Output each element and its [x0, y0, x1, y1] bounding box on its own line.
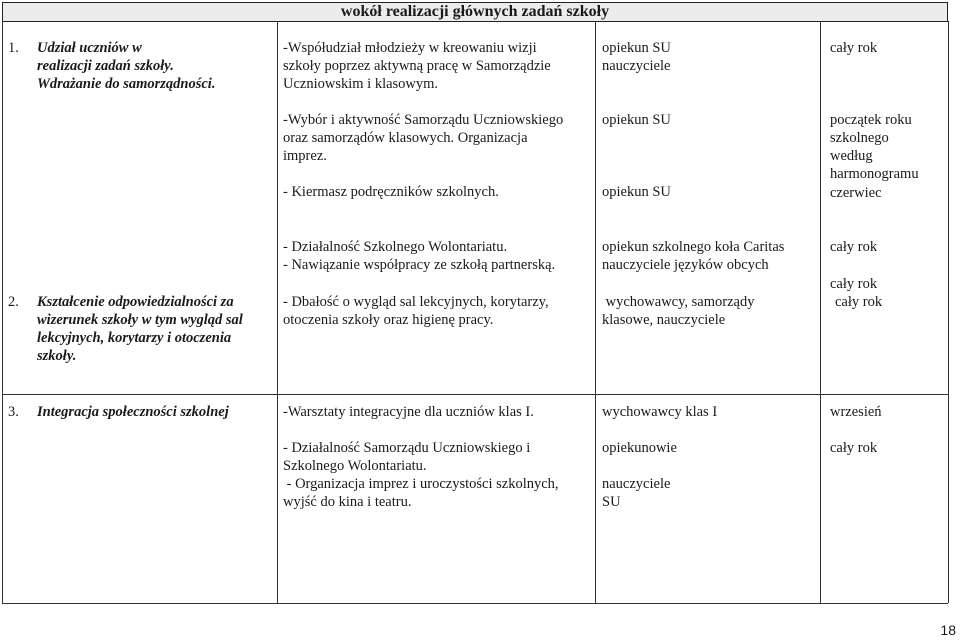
section-title: wokół realizacji głównych zadań szkoły [2, 2, 948, 22]
deadline-line: cały rok [835, 294, 883, 310]
table-column-divider [595, 21, 596, 603]
table-column-divider [277, 21, 278, 603]
task-line: - Dbałość o wygląd sal lekcyjnych, korytarzy, [283, 294, 549, 310]
task-line: - Organizacja imprez i uroczystości szkolnych, [283, 476, 559, 492]
task-line: -Wybór i aktywność Samorządu Uczniowskiego [283, 112, 564, 128]
task-line: - Nawiązanie współpracy ze szkołą partnerską. [283, 257, 556, 273]
deadline-line: cały rok [830, 276, 878, 292]
responsible-line: opiekun SU [602, 112, 671, 128]
area-line: Udział uczniów w [37, 40, 142, 56]
deadline-line: początek roku [830, 112, 912, 128]
task-line: szkoły poprzez aktywną pracę w Samorządzie [283, 58, 551, 74]
task-line: - Działalność Szkolnego Wolontariatu. [283, 239, 508, 255]
deadline-line: według [830, 148, 873, 164]
responsible-line: opiekun SU [602, 40, 671, 56]
responsible-line: opiekun szkolnego koła Caritas [602, 239, 785, 255]
area-line: Wdrażanie do samorządności. [37, 76, 216, 92]
table-row-divider [2, 394, 948, 395]
task-line: oraz samorządów klasowych. Organizacja [283, 130, 528, 146]
deadline-line: cały rok [830, 239, 878, 255]
deadline-line: cały rok [830, 440, 878, 456]
task-line: otoczenia szkoły oraz higienę pracy. [283, 312, 494, 328]
task-line: wyjść do kina i teatru. [283, 494, 412, 510]
deadline-line: cały rok [830, 40, 878, 56]
area-line: realizacji zadań szkoły. [37, 58, 174, 74]
deadline-line: czerwiec [830, 185, 882, 201]
area-line: Integracja społeczności szkolnej [37, 404, 229, 420]
task-line: - Kiermasz podręczników szkolnych. [283, 184, 499, 200]
responsible-line: nauczyciele [602, 58, 671, 74]
task-line: -Współudział młodzieży w kreowaniu wizji [283, 40, 537, 56]
row-number: 1. [8, 40, 19, 56]
task-line: imprez. [283, 148, 327, 164]
table-border-bottom [2, 603, 948, 604]
responsible-line: klasowe, nauczyciele [602, 312, 726, 328]
responsible-line: wychowawcy klas I [602, 404, 718, 420]
area-line: lekcyjnych, korytarzy i otoczenia [37, 330, 232, 346]
deadline-line: harmonogramu [830, 166, 919, 182]
deadline-line: wrzesień [830, 404, 882, 420]
task-line: -Warsztaty integracyjne dla uczniów klas I. [283, 404, 534, 420]
deadline-line: szkolnego [830, 130, 889, 146]
responsible-line: opiekun SU [602, 184, 671, 200]
task-line: Szkolnego Wolontariatu. [283, 458, 427, 474]
row-number: 2. [8, 294, 19, 310]
table-border-left [2, 21, 3, 603]
area-line: wizerunek szkoły w tym wygląd sal [37, 312, 243, 328]
area-line: szkoły. [37, 348, 77, 364]
area-line: Kształcenie odpowiedzialności za [37, 294, 234, 310]
responsible-line: nauczyciele języków obcych [602, 257, 769, 273]
task-line: Uczniowskim i klasowym. [283, 76, 439, 92]
table-column-divider [820, 21, 821, 603]
responsible-line: opiekunowie [602, 440, 677, 456]
task-line: - Działalność Samorządu Uczniowskiego i [283, 440, 531, 456]
page-number: 18 [940, 622, 956, 638]
row-number: 3. [8, 404, 19, 420]
table-border-right [948, 21, 949, 603]
responsible-line: SU [602, 494, 621, 510]
responsible-line: nauczyciele [602, 476, 671, 492]
responsible-line: wychowawcy, samorządy [602, 294, 755, 310]
